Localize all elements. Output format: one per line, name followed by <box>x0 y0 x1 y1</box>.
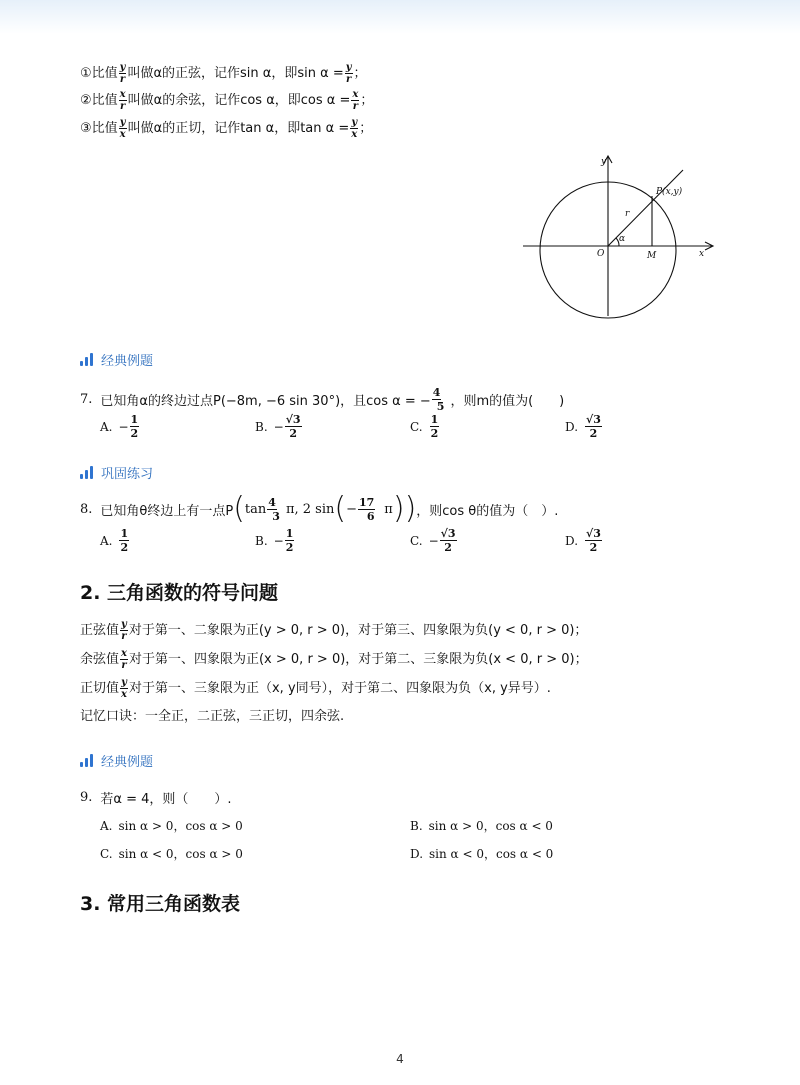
option-text: sin α > 0，cos α < 0 <box>428 819 553 833</box>
frac-den: r <box>119 74 126 85</box>
bars-icon <box>80 467 93 479</box>
rule-text: 对于第一、二象限为正(y > 0, r > 0)，对于第三、四象限为负(y < 0, r > 0)； <box>128 622 588 638</box>
option-letter: D. <box>410 846 424 861</box>
q9-option-b[interactable] <box>410 817 553 834</box>
y-label: y <box>601 157 607 167</box>
frac-den: r <box>121 660 127 671</box>
q7-option-b[interactable] <box>255 413 303 440</box>
option-letter: A. <box>100 419 113 434</box>
fraction <box>345 62 353 85</box>
math-text: π, 2 sin <box>285 501 335 517</box>
option-letter: B. <box>255 419 268 434</box>
question-number: 7. <box>80 392 93 407</box>
frac-num: 17 <box>358 495 375 509</box>
question-text: 若α = 4，则（ ）. <box>100 792 232 807</box>
option-letter: B. <box>410 818 423 833</box>
heading-trig-table: 3. 常用三角函数表 <box>80 893 241 915</box>
def-prefix: ①比值 <box>80 65 118 81</box>
option-letter: B. <box>255 533 268 548</box>
frac-num: 4 <box>432 386 441 399</box>
r-label: r <box>625 209 630 219</box>
section-title: 经典例题 <box>101 755 154 770</box>
option-letter: C. <box>410 533 423 548</box>
frac-num: y <box>119 117 126 128</box>
def-end: ； <box>353 65 367 81</box>
frac-num: 1 <box>285 527 294 540</box>
def-end: ； <box>359 120 373 136</box>
frac-den: 2 <box>130 427 139 440</box>
right-paren: ) <box>392 491 405 526</box>
frac-num: √3 <box>285 413 301 426</box>
frac-num: y <box>121 677 127 688</box>
fraction <box>358 496 383 523</box>
frac-den: r <box>120 101 126 112</box>
right-paren: ) <box>404 491 417 526</box>
fraction <box>267 496 285 523</box>
question-7 <box>80 386 564 413</box>
origin-label: O <box>597 249 605 259</box>
def-mid: 叫做α的正弦，记作sin α，即sin α = <box>127 65 344 81</box>
section-title: 巩固练习 <box>101 467 154 482</box>
bars-icon <box>80 354 93 366</box>
frac-den: r <box>345 74 352 85</box>
rule-label: 余弦值 <box>80 651 120 667</box>
mnemonic: 记忆口诀：一全正，二正弦，三正切，四余弦. <box>80 709 345 724</box>
sine-sign-rule <box>80 619 587 642</box>
fraction <box>585 413 602 440</box>
fraction <box>285 413 302 440</box>
q8-option-d[interactable] <box>565 527 603 554</box>
math-text: tan <box>244 501 267 517</box>
cosine-definition <box>80 89 373 112</box>
question-text: ，则cos θ的值为（ ）. <box>416 503 559 519</box>
fraction <box>119 89 127 112</box>
frac-num: y <box>345 62 352 73</box>
option-text: sin α < 0，cos α < 0 <box>429 847 554 861</box>
section-practice <box>80 463 153 482</box>
option-sign: − <box>273 533 284 548</box>
option-text: sin α < 0，cos α > 0 <box>118 847 243 861</box>
frac-den: 2 <box>285 541 294 554</box>
frac-num: 1 <box>130 413 139 426</box>
top-gradient-band <box>0 0 800 34</box>
x-label: x <box>699 249 705 259</box>
frac-den: 2 <box>589 541 598 554</box>
math-text: − <box>346 501 357 517</box>
frac-den: 6 <box>366 509 375 523</box>
fraction <box>350 117 358 140</box>
question-number: 8. <box>80 501 93 517</box>
q8-option-a[interactable] <box>100 527 130 554</box>
q9-option-d[interactable] <box>410 845 553 862</box>
question-text: ，则m的值为( ) <box>450 394 565 409</box>
unit-circle-figure <box>515 150 715 320</box>
alpha-label: α <box>619 234 626 244</box>
option-sign: − <box>118 419 129 434</box>
fraction <box>285 527 295 554</box>
option-letter: C. <box>410 419 423 434</box>
frac-den: 2 <box>289 427 297 440</box>
question-text: 已知角α的终边过点P(−8m, −6 sin 30°)，且cos α = − <box>100 394 431 409</box>
def-prefix: ②比值 <box>80 92 118 108</box>
frac-den: 2 <box>589 427 598 440</box>
frac-num: √3 <box>586 413 601 426</box>
fraction <box>120 619 128 642</box>
tangent-definition <box>80 117 372 140</box>
option-letter: A. <box>100 818 113 833</box>
rule-text: 对于第一、四象限为正(x > 0, r > 0)，对于第二、三象限为负(x < 0, r > 0)； <box>128 651 588 667</box>
frac-den: 3 <box>272 509 280 523</box>
frac-num: √3 <box>586 527 601 540</box>
frac-num: y <box>119 62 126 73</box>
frac-den: x <box>119 129 126 140</box>
frac-num: x <box>352 89 359 100</box>
math-text: π <box>384 501 393 517</box>
frac-den: r <box>352 101 358 112</box>
left-paren: ( <box>334 491 347 526</box>
page-number: 4 <box>396 1052 404 1066</box>
q9-option-a[interactable] <box>100 817 243 834</box>
option-letter: C. <box>100 846 113 861</box>
frac-den: x <box>121 689 127 700</box>
tangent-sign-rule <box>80 677 551 700</box>
fraction <box>430 413 440 440</box>
frac-num: √3 <box>440 527 456 540</box>
fraction <box>432 386 450 413</box>
frac-den: r <box>121 631 127 642</box>
frac-den: 2 <box>120 541 129 554</box>
question-9 <box>80 788 232 807</box>
fraction <box>120 677 128 700</box>
frac-den: 2 <box>444 541 452 554</box>
q7-option-a[interactable] <box>100 413 140 440</box>
rule-label: 正弦值 <box>80 622 120 638</box>
def-mid: 叫做α的正切，记作tan α，即tan α = <box>127 120 350 136</box>
frac-num: x <box>121 648 127 659</box>
question-text: 已知角θ终边上有一点P <box>100 503 234 519</box>
q8-option-c[interactable] <box>410 527 458 554</box>
q7-option-d[interactable] <box>565 413 603 440</box>
frac-den: 2 <box>430 427 439 440</box>
fraction <box>119 62 127 85</box>
section-title: 经典例题 <box>101 354 154 369</box>
def-prefix: ③比值 <box>80 120 118 136</box>
frac-num: y <box>121 619 127 630</box>
m-label: M <box>647 251 657 261</box>
section-example-1 <box>80 350 153 369</box>
left-paren: ( <box>233 491 245 526</box>
rule-label: 正切值 <box>80 680 120 696</box>
point-label: P(x,y) <box>656 187 683 197</box>
bars-icon <box>80 755 93 767</box>
sine-definition <box>80 62 367 85</box>
frac-den: x <box>351 129 358 140</box>
fraction <box>440 527 457 554</box>
def-end: ； <box>360 92 374 108</box>
heading-sign-problems: 2. 三角函数的符号问题 <box>80 582 279 604</box>
section-example-2 <box>80 751 153 770</box>
frac-num: 1 <box>120 527 129 540</box>
question-number: 9. <box>80 790 93 805</box>
fraction <box>119 527 129 554</box>
fraction <box>119 117 127 140</box>
fraction <box>351 89 359 112</box>
q9-option-c[interactable] <box>100 845 243 862</box>
question-8 <box>80 492 558 526</box>
rule-text: 对于第一、三象限为正（x, y同号），对于第二、四象限为负（x, y异号）. <box>128 680 551 696</box>
fraction <box>130 413 140 440</box>
option-letter: A. <box>100 533 113 548</box>
option-sign: − <box>273 419 284 434</box>
frac-den: 5 <box>436 400 445 413</box>
fraction <box>585 527 602 554</box>
q7-option-c[interactable] <box>410 413 440 440</box>
option-sign: − <box>428 533 439 548</box>
cosine-sign-rule <box>80 648 588 671</box>
fraction <box>120 648 128 671</box>
frac-num: y <box>351 117 358 128</box>
frac-num: x <box>119 89 126 100</box>
frac-num: 4 <box>268 495 276 509</box>
frac-num: 1 <box>430 413 439 426</box>
option-letter: D. <box>565 533 579 548</box>
option-text: sin α > 0，cos α > 0 <box>118 819 243 833</box>
q8-option-b[interactable] <box>255 527 295 554</box>
def-mid: 叫做α的余弦，记作cos α，即cos α = <box>127 92 351 108</box>
option-letter: D. <box>565 419 579 434</box>
